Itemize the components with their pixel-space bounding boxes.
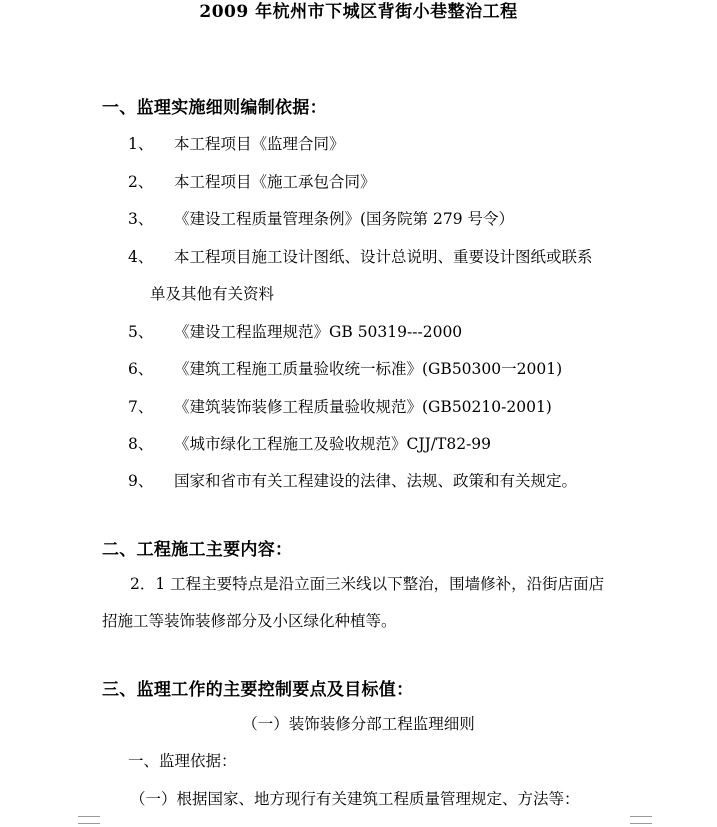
- left-margin-mark: [78, 816, 100, 824]
- list-item: [128, 395, 552, 417]
- list-item-text: 《建筑装饰装修工程质量验收规范》(GB50210-2001): [174, 398, 552, 416]
- list-item: [128, 432, 491, 454]
- list-item: [128, 245, 593, 267]
- list-item-number: 6、: [128, 360, 154, 378]
- list-item: [128, 469, 577, 491]
- list-item: [128, 170, 376, 192]
- list-item: [128, 207, 514, 229]
- list-item-number: 7、: [128, 398, 154, 416]
- list-item: [128, 357, 562, 379]
- section-1-heading: 一、监理实施细则编制依据：: [102, 98, 327, 118]
- sub-heading: 一、监理依据：: [128, 752, 237, 770]
- list-item-text: 本工程项目施工设计图纸、设计总说明、重要设计图纸或联系: [174, 248, 593, 266]
- paragraph-line: （一）根据国家、地方现行有关建筑工程质量管理规定、方法等：: [130, 790, 580, 808]
- list-item-continuation: 单及其他有关资料: [150, 285, 275, 303]
- list-item-number: 1、: [128, 135, 154, 153]
- list-item: [128, 320, 462, 342]
- list-item-number: 3、: [128, 210, 154, 228]
- list-item: [128, 132, 345, 154]
- paragraph-line: 2．1 工程主要特点是沿立面三米线以下整治，围墙修补，沿街店面店: [130, 575, 605, 593]
- list-item-text: 本工程项目《施工承包合同》: [174, 173, 376, 191]
- section-3-heading: 三、监理工作的主要控制要点及目标值：: [102, 680, 414, 700]
- right-margin-mark: [630, 816, 652, 824]
- list-item-number: 9、: [128, 472, 154, 490]
- subsection-title: （一）装饰装修分部工程监理细则: [242, 715, 475, 733]
- paragraph-line: 招施工等装饰装修部分及小区绿化种植等。: [102, 612, 397, 630]
- section-2-heading: 二、工程施工主要内容：: [102, 540, 293, 560]
- list-item-text: 国家和省市有关工程建设的法律、法规、政策和有关规定。: [174, 472, 578, 490]
- list-item-text: 《城市绿化工程施工及验收规范》CJJ/T82-99: [174, 435, 492, 453]
- list-item-number: 5、: [128, 323, 154, 341]
- list-item-text: 《建设工程监理规范》GB 50319---2000: [174, 323, 463, 341]
- list-item-text: 本工程项目《监理合同》: [174, 135, 345, 153]
- list-item-text: 《建设工程质量管理条例》(国务院第 279 号令）: [174, 210, 514, 228]
- list-item-number: 2、: [128, 173, 154, 191]
- list-item-number: 8、: [128, 435, 154, 453]
- document-title: 2009 年杭州市下城区背街小巷整治工程: [199, 2, 518, 22]
- list-item-number: 4、: [128, 248, 154, 266]
- list-item-text: 《建筑工程施工质量验收统一标准》(GB50300一2001): [174, 360, 563, 378]
